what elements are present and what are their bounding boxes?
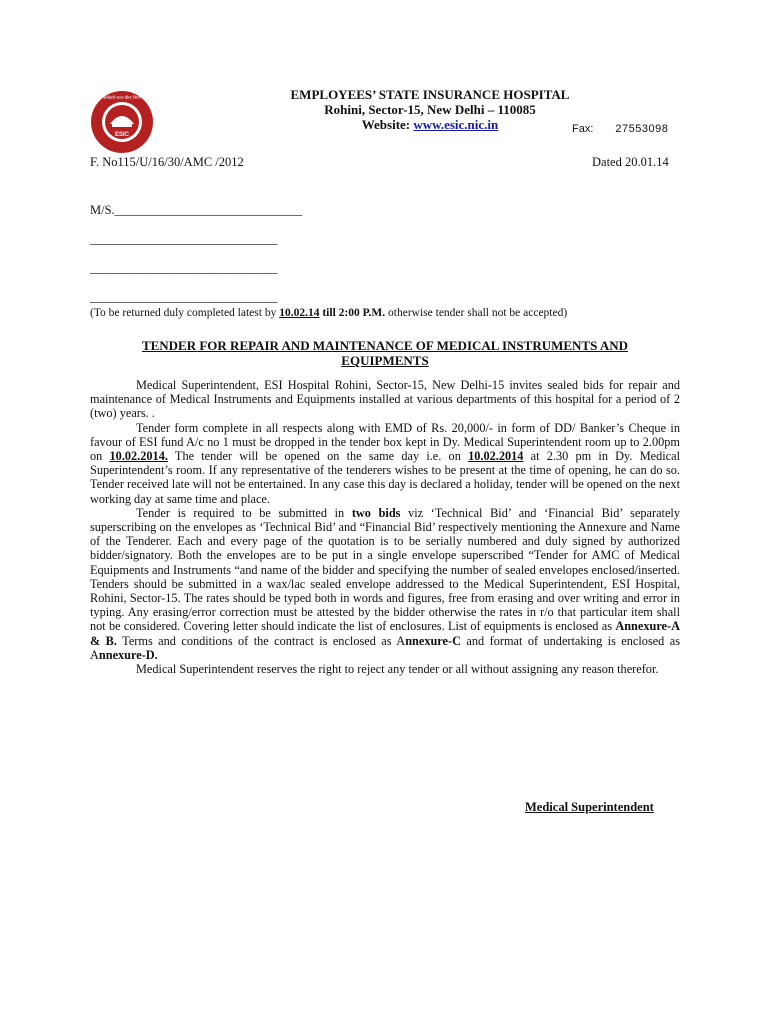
addressee-blank-line: ______________________________ [90, 261, 278, 275]
tender-title-line-1: TENDER FOR REPAIR AND MAINTENANCE OF MEDICAL INSTRUMENTS AND [141, 338, 629, 353]
p3-annexure-ab: Annexure-A & B. [90, 619, 680, 648]
p3-text-d: and format of undertaking is enclosed as A [90, 633, 681, 662]
return-deadline-notice [90, 307, 567, 319]
tender-title-line-2: EQUIPMENTS [341, 353, 429, 368]
p3-annexure-d: nnexure-D. [98, 647, 158, 662]
notice-suffix: otherwise tender shall not be accepted) [385, 307, 568, 319]
file-reference: F. No115/U/16/30/AMC /2012 [90, 155, 244, 169]
tender-title [90, 338, 680, 368]
signatory-title: Medical Superintendent [525, 800, 654, 814]
p3-text-a: Tender is required to be submitted in [136, 505, 352, 520]
website-link[interactable]: www.esic.nic.in [413, 117, 499, 132]
p2-text-b: The tender will be opened on the same day i.e. on [167, 449, 469, 464]
addressee-block [90, 196, 302, 312]
document-date: Dated 20.01.14 [592, 155, 669, 169]
addressee-blank-line: ______________________________ [90, 232, 278, 246]
fax-label: Fax: [572, 123, 594, 135]
body-paragraph-2 [90, 421, 680, 506]
notice-prefix: (To be returned duly completed latest by [90, 307, 280, 319]
logo-top-text: कर्मचारी राज्य बीमा निगम [103, 95, 141, 100]
fax-number: 27553098 [615, 123, 669, 135]
notice-date: 10.02.14 [279, 307, 320, 319]
website-label: Website: [361, 117, 414, 132]
hospital-name: EMPLOYEES’ STATE INSURANCE HOSPITAL [290, 87, 570, 102]
fax-line [572, 123, 668, 135]
addressee-blank-line: ______________________________ [90, 290, 278, 304]
esic-logo [90, 90, 154, 154]
addressee-ms-line: M/S.______________________________ [90, 203, 303, 217]
body-paragraph-1: Medical Superintendent, ESI Hospital Rohini, Sector-15, New Delhi-15 invites sealed bids for repair and maintenance of Medical Instruments and Equipments installed at various departments of this hospital for a period of 2 (two) years. . [90, 378, 680, 421]
body-paragraph-3 [90, 506, 680, 662]
p2-opening-date-2: 10.02.2014 [468, 449, 524, 464]
body-paragraph-4: Medical Superintendent reserves the right to reject any tender or all without assigning any reason therefor. [136, 662, 659, 677]
logo-center-text: ESIC [114, 132, 130, 138]
p2-text-c: at 2.30 pm in Dy. Medical Superintendent’s room. If any representative of the tenderers wishes to be present at the time of opening, he can do so. Tender received late will not be entertained. In any case this day is declared a holiday, tender will be opened on the next working day at same time and place. [90, 449, 680, 506]
p3-text-c: Terms and conditions of the contract is enclosed as A [116, 633, 406, 648]
p3-annexure-c: nnexure-C [405, 633, 461, 648]
p2-text-a: Tender form complete in all respects along with EMD of Rs. 20,000/- in form of DD/ Banker’s Cheque in favour of ESI fund A/c no 1 must be dropped in the tender box kept in Dy. Medical Superintendent room up to 2.00pm on [90, 420, 680, 464]
p3-two-bids: two bids [351, 505, 401, 520]
notice-time: till 2:00 P.M. [319, 307, 386, 319]
p2-opening-date: 10.02.2014. [109, 449, 168, 464]
tender-body [90, 378, 680, 676]
hospital-address: Rohini, Sector-15, New Delhi – 110085 [324, 102, 536, 117]
p3-text-b: viz ‘Technical Bid’ and ‘Financial Bid’ separately superscribing on the envelopes as ‘Technical Bid’ and “Financial Bid’ respectively mentioning the Annexure and Name of the Tenderer. Each and every page of the quotation is to be serially numbered and duly signed by authorized bidder/signatory. Both the envelopes are to be put in a single envelope superscribed “Tender for AMC of Medical Equipments and Instruments “and name of the bidder and specifying the number of sealed envelopes enclosed/inserted. Tenders should be submitted in a wax/lac sealed envelope addressed to the Medical Superintendent, ESI Hospital, Rohini, Sector-15. The rates should be typed both in words and figures, free from erasing and over writing and error in typing. Any erasing/error correction must be attested by the bidder otherwise the rates in r/o that particular item shall not be considered. Covering letter should indicate the list of enclosures. List of equipments is enclosed as [90, 505, 680, 634]
